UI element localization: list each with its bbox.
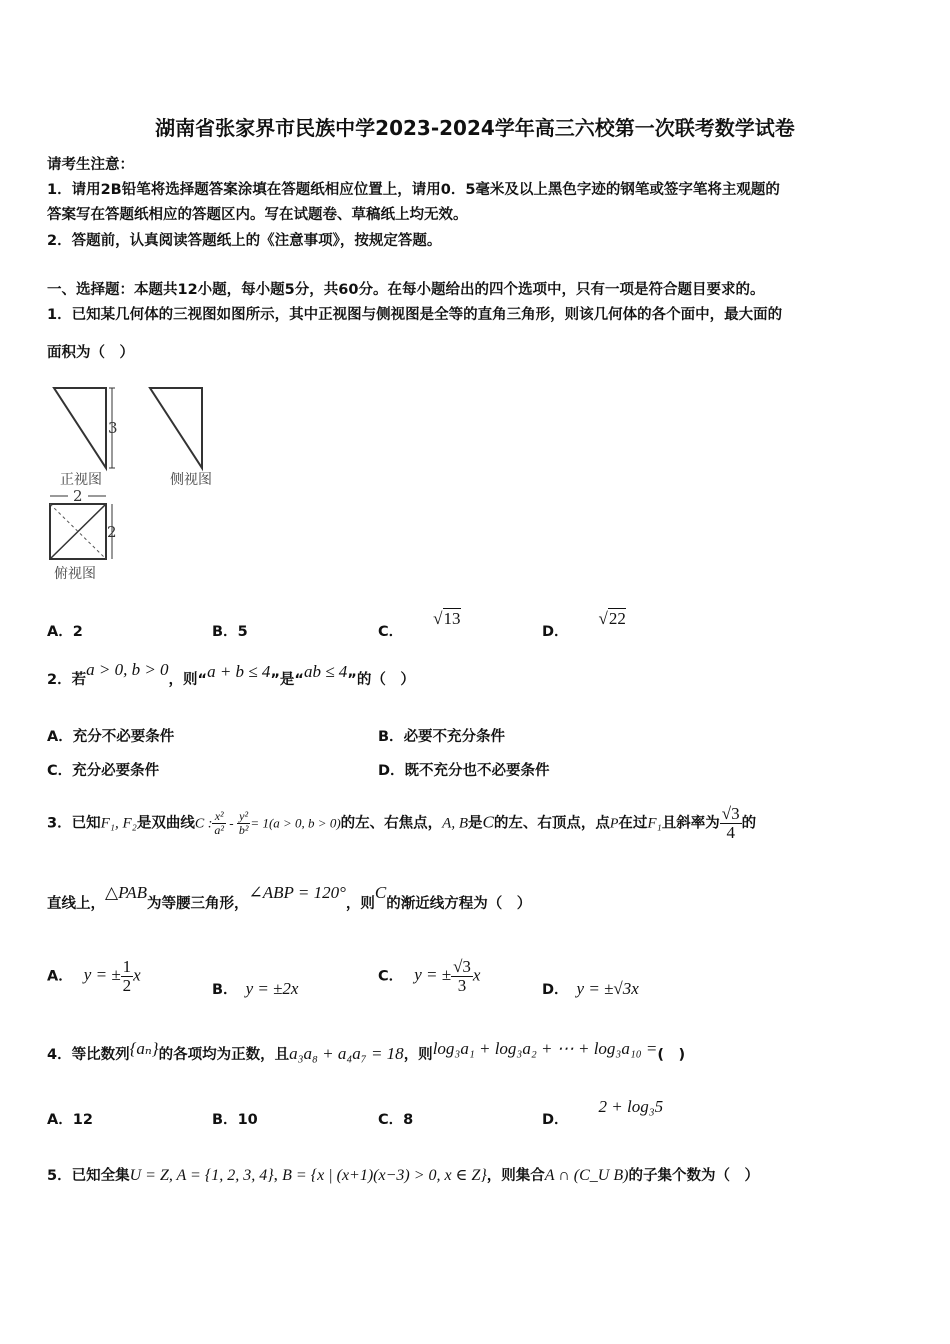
q2-condition: a > 0, b > 0 — [86, 660, 169, 679]
notice-heading: 请考生注意： — [47, 157, 134, 173]
q4-option-b[interactable]: B．10 — [212, 1112, 258, 1128]
q4-option-d[interactable]: D．2 + log₃5 — [542, 1097, 664, 1128]
q2-option-d[interactable]: D．既不充分也不必要条件 — [378, 763, 550, 779]
q4-stem: 4．等比数列{aₙ}的各项均为正数，且a₃a₈ + a₄a₇ = 18，则log₃a₁ + log₃a₂ + ⋯ + log₃a₁₀ =( ) — [47, 1039, 686, 1063]
q2-option-b[interactable]: B．必要不充分条件 — [378, 729, 506, 745]
front-view-triangle — [54, 388, 106, 468]
q2-statement-1: a + b ≤ 4 — [207, 662, 271, 681]
q1-option-b[interactable]: B．5 — [212, 624, 248, 640]
q3-stem-line-2: 直线上，△PAB为等腰三角形，∠ABP = 120°，则C的渐近线方程为（ ） — [47, 883, 532, 912]
page-title: 湖南省张家界市民族中学2023-2024学年高三六校第一次联考数学试卷 — [155, 116, 795, 140]
side-view-label: 侧视图 — [170, 472, 212, 488]
q3-option-c[interactable]: C． y = ± $\frac{√3}{3}$ x — [378, 957, 481, 995]
three-view-figure — [40, 380, 240, 585]
q3-stem-line-1: 3．已知F₁, F₂是双曲线C : $\frac{\text{x²}}{\text{a²}}$ - $\frac{\text{y²}}{\text{b²}}$ = 1(a > 0, b > 0)的左、右焦点，A, B是C的左、右顶点，点P在过F₁且斜率为 $\frac{√3}{4}$ 的 — [47, 804, 757, 842]
depth-dimension-label: 2 — [107, 523, 117, 541]
width-dimension-label: 2 — [73, 487, 83, 505]
height-dimension-label: 3 — [108, 419, 118, 437]
q4-option-c[interactable]: C．8 — [378, 1112, 414, 1128]
notice-line-3: 2．答题前，认真阅读答题纸上的《注意事项》，按规定答题。 — [47, 233, 442, 249]
q1-stem-line-1: 1．已知某几何体的三视图如图所示，其中正视图与侧视图是全等的直角三角形，则该几何体的各个面中，最大面的 — [47, 307, 783, 323]
section-heading: 一、选择题：本题共12小题，每小题5分，共60分。在每小题给出的四个选项中，只有一项是符合题目要求的。 — [47, 282, 765, 298]
front-view-label: 正视图 — [60, 472, 102, 488]
notice-line-1: 1．请用2B铅笔将选择题答案涂填在答题纸相应位置上，请用0．5毫米及以上黑色字迹的钢笔或签字笔将主观题的 — [47, 182, 780, 198]
q2-option-c[interactable]: C．充分必要条件 — [47, 763, 160, 779]
notice-line-2: 答案写在答题纸相应的答题区内。写在试题卷、草稿纸上均无效。 — [47, 207, 468, 223]
q1-option-d[interactable]: D．√22 — [542, 609, 626, 640]
q4-option-a[interactable]: A．12 — [47, 1112, 93, 1128]
side-view-triangle — [150, 388, 202, 468]
q3-option-b[interactable]: B． y = ±2x — [212, 979, 299, 998]
q5-stem: 5．已知全集U = Z, A = {1, 2, 3, 4}, B = {x | (x+1)(x−3) > 0, x ∈ Z}，则集合A ∩ (C_U B)的子集个数为（ ） — [47, 1165, 759, 1184]
q2-option-a[interactable]: A．充分不必要条件 — [47, 729, 175, 745]
q1-option-c[interactable]: C．√13 — [378, 609, 461, 640]
q1-stem-line-2: 面积为（ ） — [47, 345, 134, 361]
q1-option-a[interactable]: A．2 — [47, 624, 83, 640]
q3-option-a[interactable]: A． y = ± $\frac{1}{2}$ x — [47, 957, 141, 995]
q3-option-d[interactable]: D． y = ±√3x — [542, 979, 639, 998]
top-view-label: 俯视图 — [54, 566, 96, 582]
q2-stem: 2．若a > 0, b > 0，则“a + b ≤ 4”是“ab ≤ 4”的（ ） — [47, 660, 415, 688]
q2-statement-2: ab ≤ 4 — [303, 662, 348, 681]
